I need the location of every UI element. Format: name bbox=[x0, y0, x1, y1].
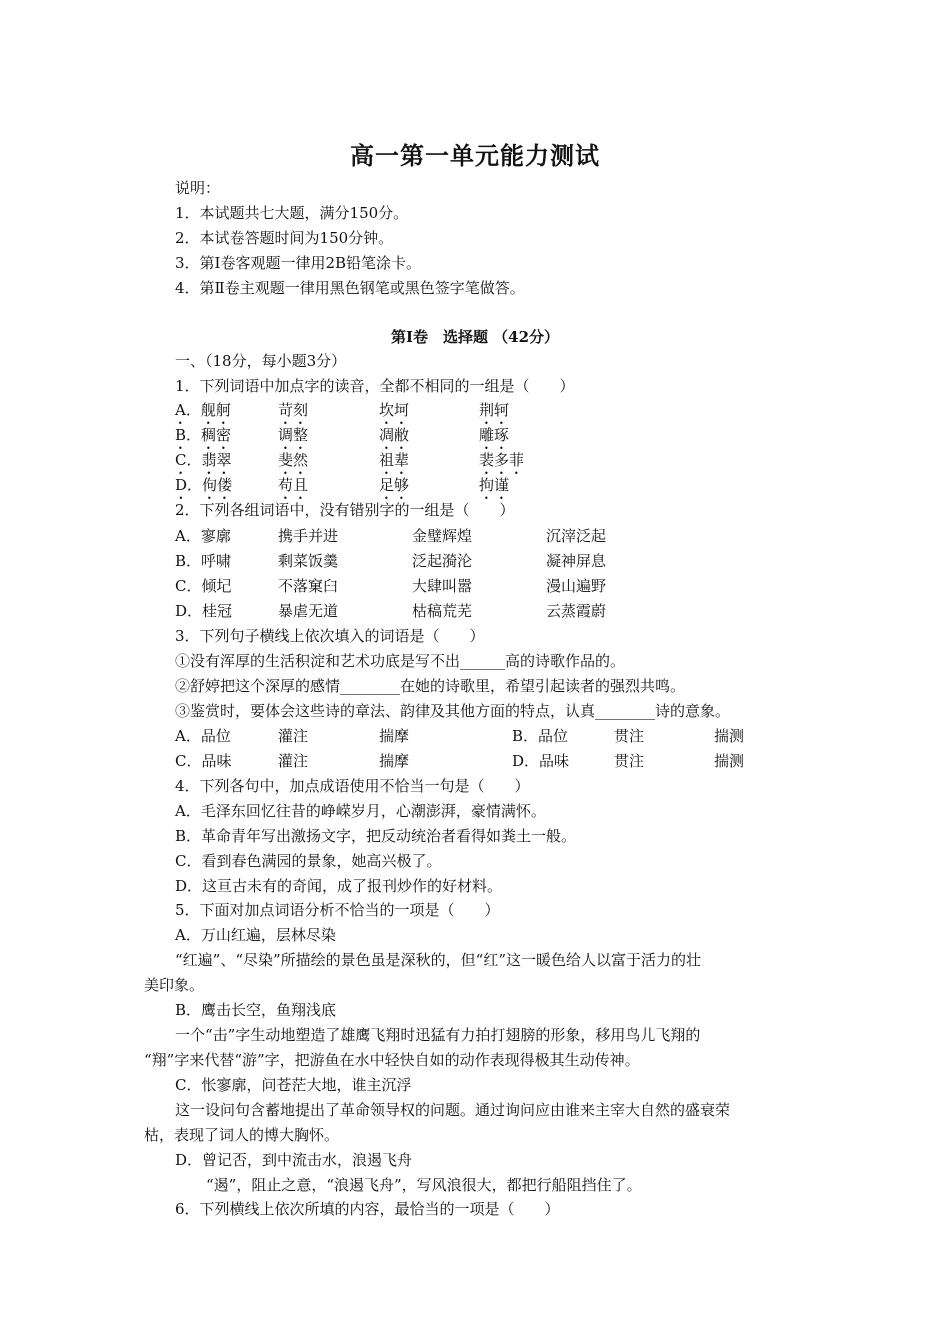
option-cell: A．品位 bbox=[175, 727, 231, 745]
option-line: C．看到春色满园的景象，她高兴极了。 bbox=[175, 852, 442, 870]
option-cell: D．品味 bbox=[512, 752, 570, 770]
note-item: 1．本试题共七大题，满分150分。 bbox=[175, 204, 409, 222]
option-cell: 苟且 bbox=[278, 476, 309, 494]
analysis-text: 枯，表现了词人的博大胸怀。 bbox=[144, 1126, 340, 1144]
analysis-text: 美印象。 bbox=[144, 976, 205, 994]
notes-heading: 说明： bbox=[175, 179, 221, 197]
option-cell: 裴多菲 bbox=[479, 451, 525, 469]
question-stem: 5．下面对加点词语分析不恰当的一项是（ ） bbox=[175, 901, 500, 919]
option-line: A．毛泽东回忆往昔的峥嵘岁月，心潮澎湃，豪情满怀。 bbox=[175, 802, 546, 820]
option-cell: 剩菜饭羹 bbox=[278, 552, 339, 570]
option-cell: B．稠密 bbox=[175, 426, 232, 444]
analysis-text: “红遍”、“尽染”所描绘的景色虽是深秋的，但“红”这一暖色给人以富于活力的壮 bbox=[175, 951, 702, 969]
option-cell: B．呼啸 bbox=[175, 552, 232, 570]
note-item: 3．第Ⅰ卷客观题一律用2B铅笔涂卡。 bbox=[175, 254, 422, 272]
option-cell: 灌注 bbox=[278, 727, 309, 745]
note-item: 2．本试卷答题时间为150分钟。 bbox=[175, 229, 394, 247]
option-cell: 暴虐无道 bbox=[278, 602, 339, 620]
analysis-text: 一个“击”字生动地塑造了雄鹰飞翔时迅猛有力拍打翅膀的形象，移用鸟儿飞翔的 bbox=[175, 1026, 701, 1044]
option-cell: 泛起漪沦 bbox=[412, 552, 473, 570]
option-cell: 斐然 bbox=[278, 451, 309, 469]
option-cell: 雕琢 bbox=[479, 426, 510, 444]
option-cell: 揣摩 bbox=[379, 727, 410, 745]
option-cell: 云蒸霞蔚 bbox=[546, 602, 607, 620]
section-title: 第Ⅰ卷 选择题 （42分） bbox=[390, 328, 560, 346]
option-cell: 揣测 bbox=[714, 752, 745, 770]
option-line: B．革命青年写出激扬文字，把反动统治者看得如粪土一般。 bbox=[175, 827, 577, 845]
option-line: D．曾记否，到中流击水，浪遏飞舟 bbox=[175, 1151, 413, 1169]
option-cell: 贯注 bbox=[614, 727, 645, 745]
option-cell: 贯注 bbox=[614, 752, 645, 770]
question-stem: 1．下列词语中加点字的读音，全都不相同的一组是（ ） bbox=[175, 377, 575, 395]
option-cell: A．舰舸 bbox=[175, 401, 231, 419]
option-cell: 揣摩 bbox=[379, 752, 410, 770]
note-item: 4．第Ⅱ卷主观题一律用黑色钢笔或黑色签字笔做答。 bbox=[175, 279, 525, 297]
question-stem: 6．下列横线上依次所填的内容，最恰当的一项是（ ） bbox=[175, 1200, 560, 1218]
option-cell: 灌注 bbox=[278, 752, 309, 770]
option-cell: A．寥廓 bbox=[175, 527, 231, 545]
question-stem: 3．下列句子横线上依次填入的词语是（ ） bbox=[175, 627, 485, 645]
analysis-text: “翔”字来代替“游”字，把游鱼在水中轻快自如的动作表现得极其生动传神。 bbox=[144, 1051, 640, 1069]
option-line: D．这亘古未有的奇闻，成了报刊炒作的好材料。 bbox=[175, 877, 503, 895]
option-cell: 漫山遍野 bbox=[546, 577, 607, 595]
option-cell: 调整 bbox=[278, 426, 309, 444]
option-cell: C．翡翠 bbox=[175, 451, 232, 469]
option-line: B．鹰击长空，鱼翔浅底 bbox=[175, 1001, 337, 1019]
fill-sentence: ②舒婷把这个深厚的感情________在她的诗歌里，希望引起读者的强烈共鸣。 bbox=[175, 677, 686, 695]
fill-sentence: ①没有浑厚的生活积淀和艺术功底是写不出______高的诗歌作品的。 bbox=[175, 652, 626, 670]
option-cell: 苛刻 bbox=[278, 401, 309, 419]
option-cell: 足够 bbox=[379, 476, 410, 494]
analysis-text: 这一设问句含蓄地提出了革命领导权的问题。通过询问应由谁来主宰大自然的盛衰荣 bbox=[175, 1101, 731, 1119]
question-stem: 4．下列各句中，加点成语使用不恰当一句是（ ） bbox=[175, 777, 530, 795]
option-cell: 坎坷 bbox=[379, 401, 410, 419]
option-cell: D．佝偻 bbox=[175, 476, 233, 494]
fill-sentence: ③鉴赏时，要体会这些诗的章法、韵律及其他方面的特点，认真________诗的意象。 bbox=[175, 702, 731, 720]
option-cell: C．品味 bbox=[175, 752, 232, 770]
option-cell: 凋敝 bbox=[379, 426, 410, 444]
part-heading: 一、（18分，每小题3分） bbox=[175, 352, 347, 370]
question-stem: 2．下列各组词语中，没有错别字的一组是（ ） bbox=[175, 501, 515, 519]
option-cell: 拘谨 bbox=[479, 476, 510, 494]
option-cell: 祖辈 bbox=[379, 451, 410, 469]
option-cell: 揣测 bbox=[714, 727, 745, 745]
option-cell: 沉滓泛起 bbox=[546, 527, 607, 545]
option-cell: 枯稿荒芜 bbox=[412, 602, 473, 620]
option-line: C．怅寥廓，问苍茫大地，谁主沉浮 bbox=[175, 1076, 412, 1094]
option-cell: 凝神屏息 bbox=[546, 552, 607, 570]
option-cell: C．倾圮 bbox=[175, 577, 232, 595]
option-cell: D．桂冠 bbox=[175, 602, 233, 620]
option-cell: 荆轲 bbox=[479, 401, 510, 419]
analysis-text: “遏”，阻止之意，“浪遏飞舟”，写风浪很大，都把行船阻挡住了。 bbox=[206, 1176, 642, 1194]
option-line: A．万山红遍，层林尽染 bbox=[175, 926, 336, 944]
option-cell: B．品位 bbox=[512, 727, 569, 745]
option-cell: 大肆叫嚣 bbox=[412, 577, 473, 595]
option-cell: 携手并进 bbox=[278, 527, 339, 545]
page-title: 高一第一单元能力测试 bbox=[350, 142, 600, 170]
option-cell: 金璧辉煌 bbox=[412, 527, 473, 545]
option-cell: 不落窠臼 bbox=[278, 577, 339, 595]
